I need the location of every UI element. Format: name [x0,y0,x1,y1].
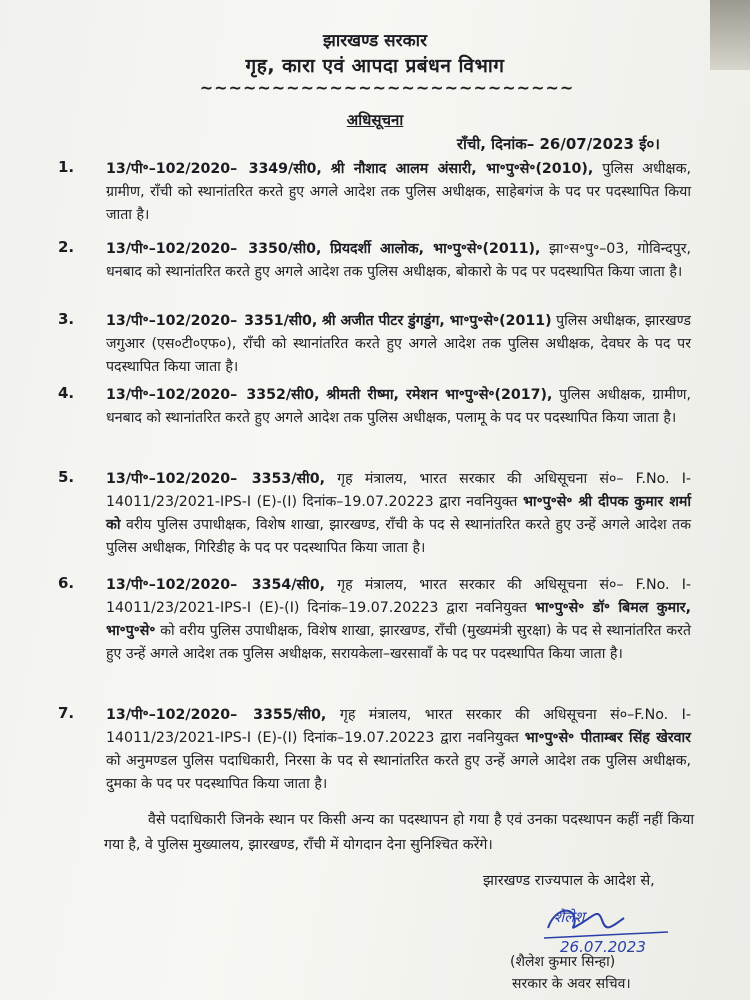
officer-name: श्री नौशाद आलम अंसारी, भा॰पु॰से॰(2010), [330,161,594,177]
item-body-b: को वरीय पुलिस उपाधीक्षक, विशेष शाखा, झारखण्ड, राँची (मुख्यमंत्री सुरक्षा) के पद से स्थानांतरित करते हुए उन्हें अगले आदेश तक पुलिस अधीक्षक, सरायकेला–खरसावाँ के पद पर पदस्थापित किया जाता है। [106,623,691,662]
item-body-a: गृह मंत्रालय, भारत सरकार की अधिसूचना सं०– F.No. I-14011/23/2021-IPS-I (E)-(I) दिनांक–19.07.20223 द्वारा नवनियुक्त [106,471,692,510]
item-reference: 13/पी॰–102/2020– 3355/सी0, [106,707,327,723]
item-number: 4. [58,384,75,402]
item-number: 1. [58,158,75,176]
item-text [106,704,691,796]
item-reference: 13/पी॰–102/2020– 3353/सी0, [106,471,325,487]
item-reference: 13/पी॰–102/2020– 3349/सी0, [106,161,322,177]
officer-name: प्रियदर्शी आलोक, भा॰पु॰से॰(2011), [330,241,541,257]
item-text [106,310,691,379]
signer-name: (शैलेश कुमार सिन्हा) [510,954,616,970]
officer-name: भा॰पु॰से॰ पीताम्बर सिंह खेरवार [524,730,691,746]
government-name: झारखण्ड सरकार [322,31,428,51]
item-body: पुलिस अधीक्षक, झारखण्ड जगुआर (एस०टी०एफ०), राँची को स्थानांतरित करते हुए अगले आदेश तक पुलिस अधीक्षक, देवघर के पद पर पदस्थापित किया जाता है। [106,313,691,375]
item-reference: 13/पी॰–102/2020– 3350/सी0, [106,241,322,257]
item-reference: 13/पी॰–102/2020– 3352/सी0, [106,387,320,403]
officer-name: श्री अजीत पीटर डुंगडुंग, भा॰पु॰से॰(2011) [321,313,552,329]
item-body-b: को अनुमण्डल पुलिस पदाधिकारी, निरसा के पद से स्थानांतरित करते हुए उन्हें अगले आदेश तक पुलिस अधीक्षक, दुमका के पद पर पदस्थापित किया जाता है। [106,753,691,792]
item-number: 2. [58,238,75,256]
signer-designation: सरकार के अवर सचिव। [512,976,631,992]
item-body-a: गृह मंत्रालय, भारत सरकार की अधिसूचना सं०–F.No. I-14011/23/2021-IPS-I (E)-(I) दिनांक–19.07.20223 द्वारा नवनियुक्त [106,707,691,746]
officer-name: भा॰पु॰से॰ डॉ॰ बिमल कुमार, भा॰पु॰से॰ [106,600,691,639]
item-body: झा॰स॰पु॰–03, गोविन्दपुर, धनबाद को स्थानांतरित करते हुए अगले आदेश तक पुलिस अधीक्षक, बोकारो के पद पर पदस्थापित किया जाता है। [106,241,692,280]
item-body-a: गृह मंत्रालय, भारत सरकार की अधिसूचना सं०– F.No. I-14011/23/2021-IPS-I (E)-(I) दिनांक–19.07.20223 द्वारा नवनियुक्त [106,577,692,616]
item-text [106,384,691,430]
item-number: 3. [58,310,75,328]
closing-paragraph: वैसे पदाधिकारी जिनके स्थान पर किसी अन्य का पदस्थापन हो गया है एवं उनका पदस्थापन कहीं नहीं किया गया है, वे पुलिस मुख्यालय, झारखण्ड, राँची में योगदान देना सुनिश्चित करेंगे। [104,812,694,853]
item-body: पुलिस अधीक्षक, ग्रामीण, राँची को स्थानांतरित करते हुए अगले आदेश तक पुलिस अधीक्षक, साहेबगंज के पद पर पदस्थापित किया जाता है। [106,161,691,223]
item-text [106,574,691,666]
header-rule: ~~~~~~~~~~~~~~~~~~~~~~~~~~ [199,78,575,97]
item-text [106,158,691,227]
notice-date: राँची, दिनांक– 26/07/2023 ई०। [456,135,660,153]
handwritten-signature [540,898,680,954]
item-body-b: वरीय पुलिस उपाधीक्षक, विशेष शाखा, झारखण्ड, राँची के पद से स्थानांतरित करते हुए उन्हें अगले आदेश तक पुलिस अधीक्षक, गिरिडीह के पद पर पदस्थापित किया जाता है। [106,517,691,556]
item-text [106,468,691,560]
item-number: 5. [58,468,75,486]
item-reference: 13/पी॰–102/2020– 3354/सी0, [106,577,325,593]
item-text [106,238,691,284]
signature-date: 26.07.2023 [560,938,646,954]
department-name: गृह, कारा एवं आपदा प्रबंधन विभाग [245,55,505,77]
officer-name: श्रीमती रीष्मा, रमेशन भा॰पु॰से॰(2017), [326,387,553,403]
signature-name: शैलेश [554,908,585,926]
officer-name: भा॰पु॰से॰ श्री दीपक कुमार शर्मा को [106,494,691,533]
order-line: झारखण्ड राज्यपाल के आदेश से, [483,873,655,889]
notice-title: अधिसूचना [346,111,404,129]
item-number: 7. [58,704,75,722]
item-number: 6. [58,574,75,592]
item-reference: 13/पी॰–102/2020– 3351/सी0, [106,313,318,329]
item-body: पुलिस अधीक्षक, ग्रामीण, धनबाद को स्थानांतरित करते हुए अगले आदेश तक पुलिस अधीक्षक, पलामू के पद पर पदस्थापित किया जाता है। [106,387,691,426]
